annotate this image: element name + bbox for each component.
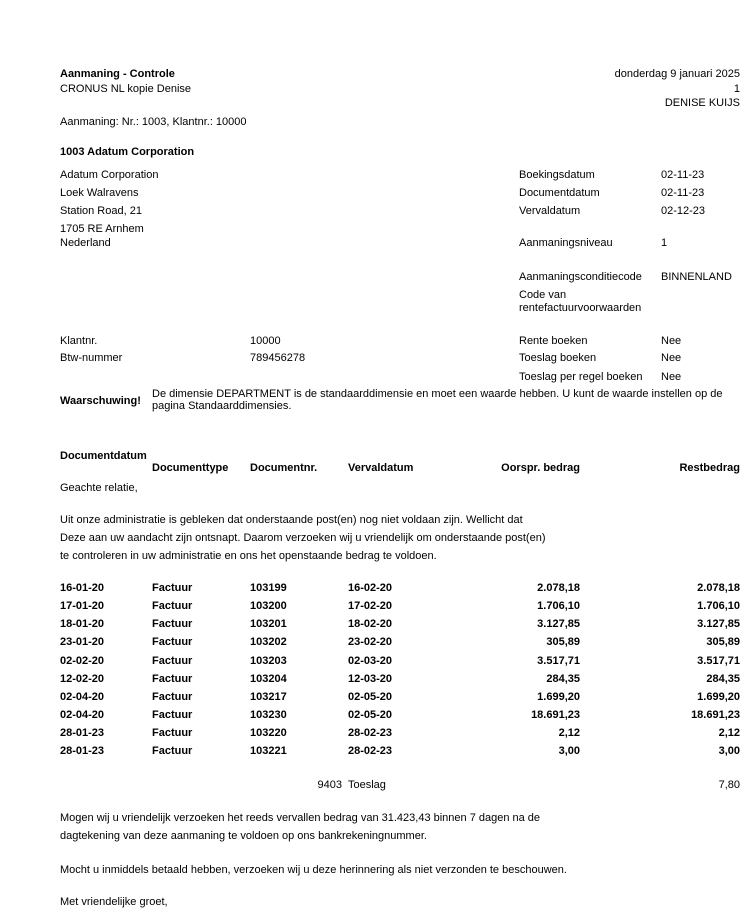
klantnr-label: Klantnr. bbox=[60, 335, 98, 347]
column-header-restbedrag: Restbedrag bbox=[679, 462, 740, 474]
column-header-vervaldatum: Vervaldatum bbox=[348, 462, 414, 474]
rente-boeken-label: Rente boeken bbox=[519, 335, 588, 347]
cell-documentdatum: 28-01-23 bbox=[60, 727, 105, 739]
closing-line: Mogen wij u vriendelijk verzoeken het reeds vervallen bedrag van 31.423,43 binnen 7 dagen na de bbox=[60, 812, 541, 824]
aanmaningsniveau-label: Aanmaningsniveau bbox=[519, 237, 613, 249]
column-header-documentnr: Documentnr. bbox=[250, 462, 318, 474]
cell-restbedrag: 3.127,85 bbox=[697, 618, 740, 630]
cell-vervaldatum: 02-05-20 bbox=[348, 691, 393, 703]
cell-vervaldatum: 02-03-20 bbox=[348, 655, 393, 667]
closing-line: dagtekening van deze aanmaning te voldoen op ons bankrekeningnummer. bbox=[60, 830, 427, 842]
cell-restbedrag: 3.517,71 bbox=[697, 655, 740, 667]
cell-oorspr-bedrag: 2,12 bbox=[558, 727, 580, 739]
cell-documentnr: 103200 bbox=[250, 600, 287, 612]
column-header-documenttype: Documenttype bbox=[152, 462, 229, 474]
cell-oorspr-bedrag: 3,00 bbox=[558, 745, 580, 757]
cell-oorspr-bedrag: 18.691,23 bbox=[531, 709, 580, 721]
report-title: Aanmaning - Controle bbox=[60, 68, 175, 80]
address-line: Nederland bbox=[60, 237, 111, 249]
cell-documenttype: Factuur bbox=[152, 745, 193, 757]
cell-oorspr-bedrag: 3.517,71 bbox=[537, 655, 580, 667]
cell-documentnr: 103204 bbox=[250, 673, 287, 685]
cell-documenttype: Factuur bbox=[152, 600, 193, 612]
cell-documentnr: 103230 bbox=[250, 709, 287, 721]
cell-documentdatum: 28-01-23 bbox=[60, 745, 105, 757]
cell-documenttype: Factuur bbox=[152, 691, 193, 703]
cell-documentnr: 103203 bbox=[250, 655, 287, 667]
cell-documenttype: Factuur bbox=[152, 673, 193, 685]
cell-vervaldatum: 16-02-20 bbox=[348, 582, 393, 594]
warning-text: De dimensie DEPARTMENT is de standaarddimensie en moet een waarde hebben. U kunt de waarde instellen op de pagina Standaarddimensies. bbox=[152, 388, 723, 412]
customer-heading: 1003 Adatum Corporation bbox=[60, 146, 195, 158]
boekingsdatum-value: 02-11-23 bbox=[661, 169, 705, 181]
column-header-oorspr-bedrag: Oorspr. bedrag bbox=[501, 462, 580, 474]
toeslag-regel-value: Nee bbox=[661, 371, 682, 383]
cell-documentdatum: 23-01-20 bbox=[60, 636, 105, 648]
documentdatum-value: 02-11-23 bbox=[661, 187, 705, 199]
boekingsdatum-label: Boekingsdatum bbox=[519, 169, 595, 181]
cell-oorspr-bedrag: 1.699,20 bbox=[537, 691, 580, 703]
cell-vervaldatum: 28-02-23 bbox=[348, 745, 393, 757]
cell-restbedrag: 1.699,20 bbox=[697, 691, 740, 703]
address-line: 1705 RE Arnhem bbox=[60, 223, 144, 235]
cell-documentdatum: 02-04-20 bbox=[60, 691, 105, 703]
cell-restbedrag: 305,89 bbox=[706, 636, 740, 648]
cell-documentnr: 103201 bbox=[250, 618, 287, 630]
cell-documenttype: Factuur bbox=[152, 727, 193, 739]
address-line: Station Road, 21 bbox=[60, 205, 142, 217]
fee-amount: 7,80 bbox=[718, 779, 740, 791]
cell-documenttype: Factuur bbox=[152, 709, 193, 721]
cell-documentnr: 103199 bbox=[250, 582, 287, 594]
toeslag-boeken-value: Nee bbox=[661, 352, 682, 364]
cell-oorspr-bedrag: 1.706,10 bbox=[537, 600, 580, 612]
intro-line: Uit onze administratie is gebleken dat onderstaande post(en) nog niet voldaan zijn. Wellicht dat bbox=[60, 514, 523, 526]
cell-oorspr-bedrag: 3.127,85 bbox=[537, 618, 580, 630]
btw-value: 789456278 bbox=[250, 352, 306, 364]
cell-vervaldatum: 18-02-20 bbox=[348, 618, 393, 630]
conditiecode-value: BINNENLAND bbox=[661, 271, 732, 283]
cell-restbedrag: 1.706,10 bbox=[697, 600, 740, 612]
cell-documentnr: 103217 bbox=[250, 691, 287, 703]
toeslag-boeken-label: Toeslag boeken bbox=[519, 352, 597, 364]
address-line: Adatum Corporation bbox=[60, 169, 159, 181]
cell-documentnr: 103220 bbox=[250, 727, 287, 739]
cell-vervaldatum: 17-02-20 bbox=[348, 600, 393, 612]
cell-vervaldatum: 02-05-20 bbox=[348, 709, 393, 721]
vervaldatum-label: Vervaldatum bbox=[519, 205, 581, 217]
cell-vervaldatum: 28-02-23 bbox=[348, 727, 393, 739]
cell-documentdatum: 17-01-20 bbox=[60, 600, 105, 612]
toeslag-regel-label: Toeslag per regel boeken bbox=[519, 371, 643, 383]
cell-restbedrag: 3,00 bbox=[718, 745, 740, 757]
cell-documenttype: Factuur bbox=[152, 636, 193, 648]
cell-documenttype: Factuur bbox=[152, 582, 193, 594]
column-header-documentdatum: Documentdatum bbox=[60, 450, 147, 462]
vervaldatum-value: 02-12-23 bbox=[661, 205, 706, 217]
cell-oorspr-bedrag: 305,89 bbox=[546, 636, 580, 648]
warning-label: Waarschuwing! bbox=[60, 395, 141, 407]
cell-documentdatum: 02-04-20 bbox=[60, 709, 105, 721]
documentdatum-label: Documentdatum bbox=[519, 187, 600, 199]
cell-oorspr-bedrag: 284,35 bbox=[546, 673, 580, 685]
page-number: 1 bbox=[733, 83, 740, 95]
cell-restbedrag: 284,35 bbox=[706, 673, 740, 685]
fee-code: 9403 bbox=[317, 779, 342, 791]
cell-vervaldatum: 12-03-20 bbox=[348, 673, 393, 685]
closing-line: Mocht u inmiddels betaald hebben, verzoeken wij u deze herinnering als niet verzonden te beschouwen. bbox=[60, 864, 567, 876]
aanmaningsniveau-value: 1 bbox=[661, 237, 668, 249]
cell-restbedrag: 2,12 bbox=[718, 727, 740, 739]
intro-line: Deze aan uw aandacht zijn ontsnapt. Daarom verzoeken wij u vriendelijk om onderstaande post(en) bbox=[60, 532, 546, 544]
cell-documentnr: 103202 bbox=[250, 636, 287, 648]
user-name: DENISE KUIJS bbox=[664, 97, 740, 109]
cell-documenttype: Factuur bbox=[152, 655, 193, 667]
conditiecode-label: Aanmaningsconditiecode bbox=[519, 271, 642, 283]
cell-vervaldatum: 23-02-20 bbox=[348, 636, 393, 648]
cell-documentdatum: 18-01-20 bbox=[60, 618, 105, 630]
greeting: Geachte relatie, bbox=[60, 482, 138, 494]
cell-documentnr: 103221 bbox=[250, 745, 287, 757]
intro-line: te controleren in uw administratie en ons het openstaande bedrag te voldoen. bbox=[60, 550, 437, 562]
address-line: Loek Walravens bbox=[60, 187, 139, 199]
company-name: CRONUS NL kopie Denise bbox=[60, 83, 192, 95]
cell-oorspr-bedrag: 2.078,18 bbox=[537, 582, 580, 594]
rentecode-label: Code van rentefactuurvoorwaarden bbox=[519, 289, 642, 314]
klantnr-value: 10000 bbox=[250, 335, 281, 347]
report-date: donderdag 9 januari 2025 bbox=[614, 68, 740, 80]
cell-restbedrag: 18.691,23 bbox=[691, 709, 740, 721]
cell-documentdatum: 12-02-20 bbox=[60, 673, 105, 685]
reminder-reference: Aanmaning: Nr.: 1003, Klantnr.: 10000 bbox=[60, 116, 247, 128]
fee-label: Toeslag bbox=[348, 779, 386, 791]
cell-documenttype: Factuur bbox=[152, 618, 193, 630]
cell-documentdatum: 16-01-20 bbox=[60, 582, 105, 594]
closing-greeting: Met vriendelijke groet, bbox=[60, 896, 168, 908]
btw-label: Btw-nummer bbox=[60, 352, 123, 364]
cell-restbedrag: 2.078,18 bbox=[697, 582, 740, 594]
rente-boeken-value: Nee bbox=[661, 335, 682, 347]
cell-documentdatum: 02-02-20 bbox=[60, 655, 105, 667]
